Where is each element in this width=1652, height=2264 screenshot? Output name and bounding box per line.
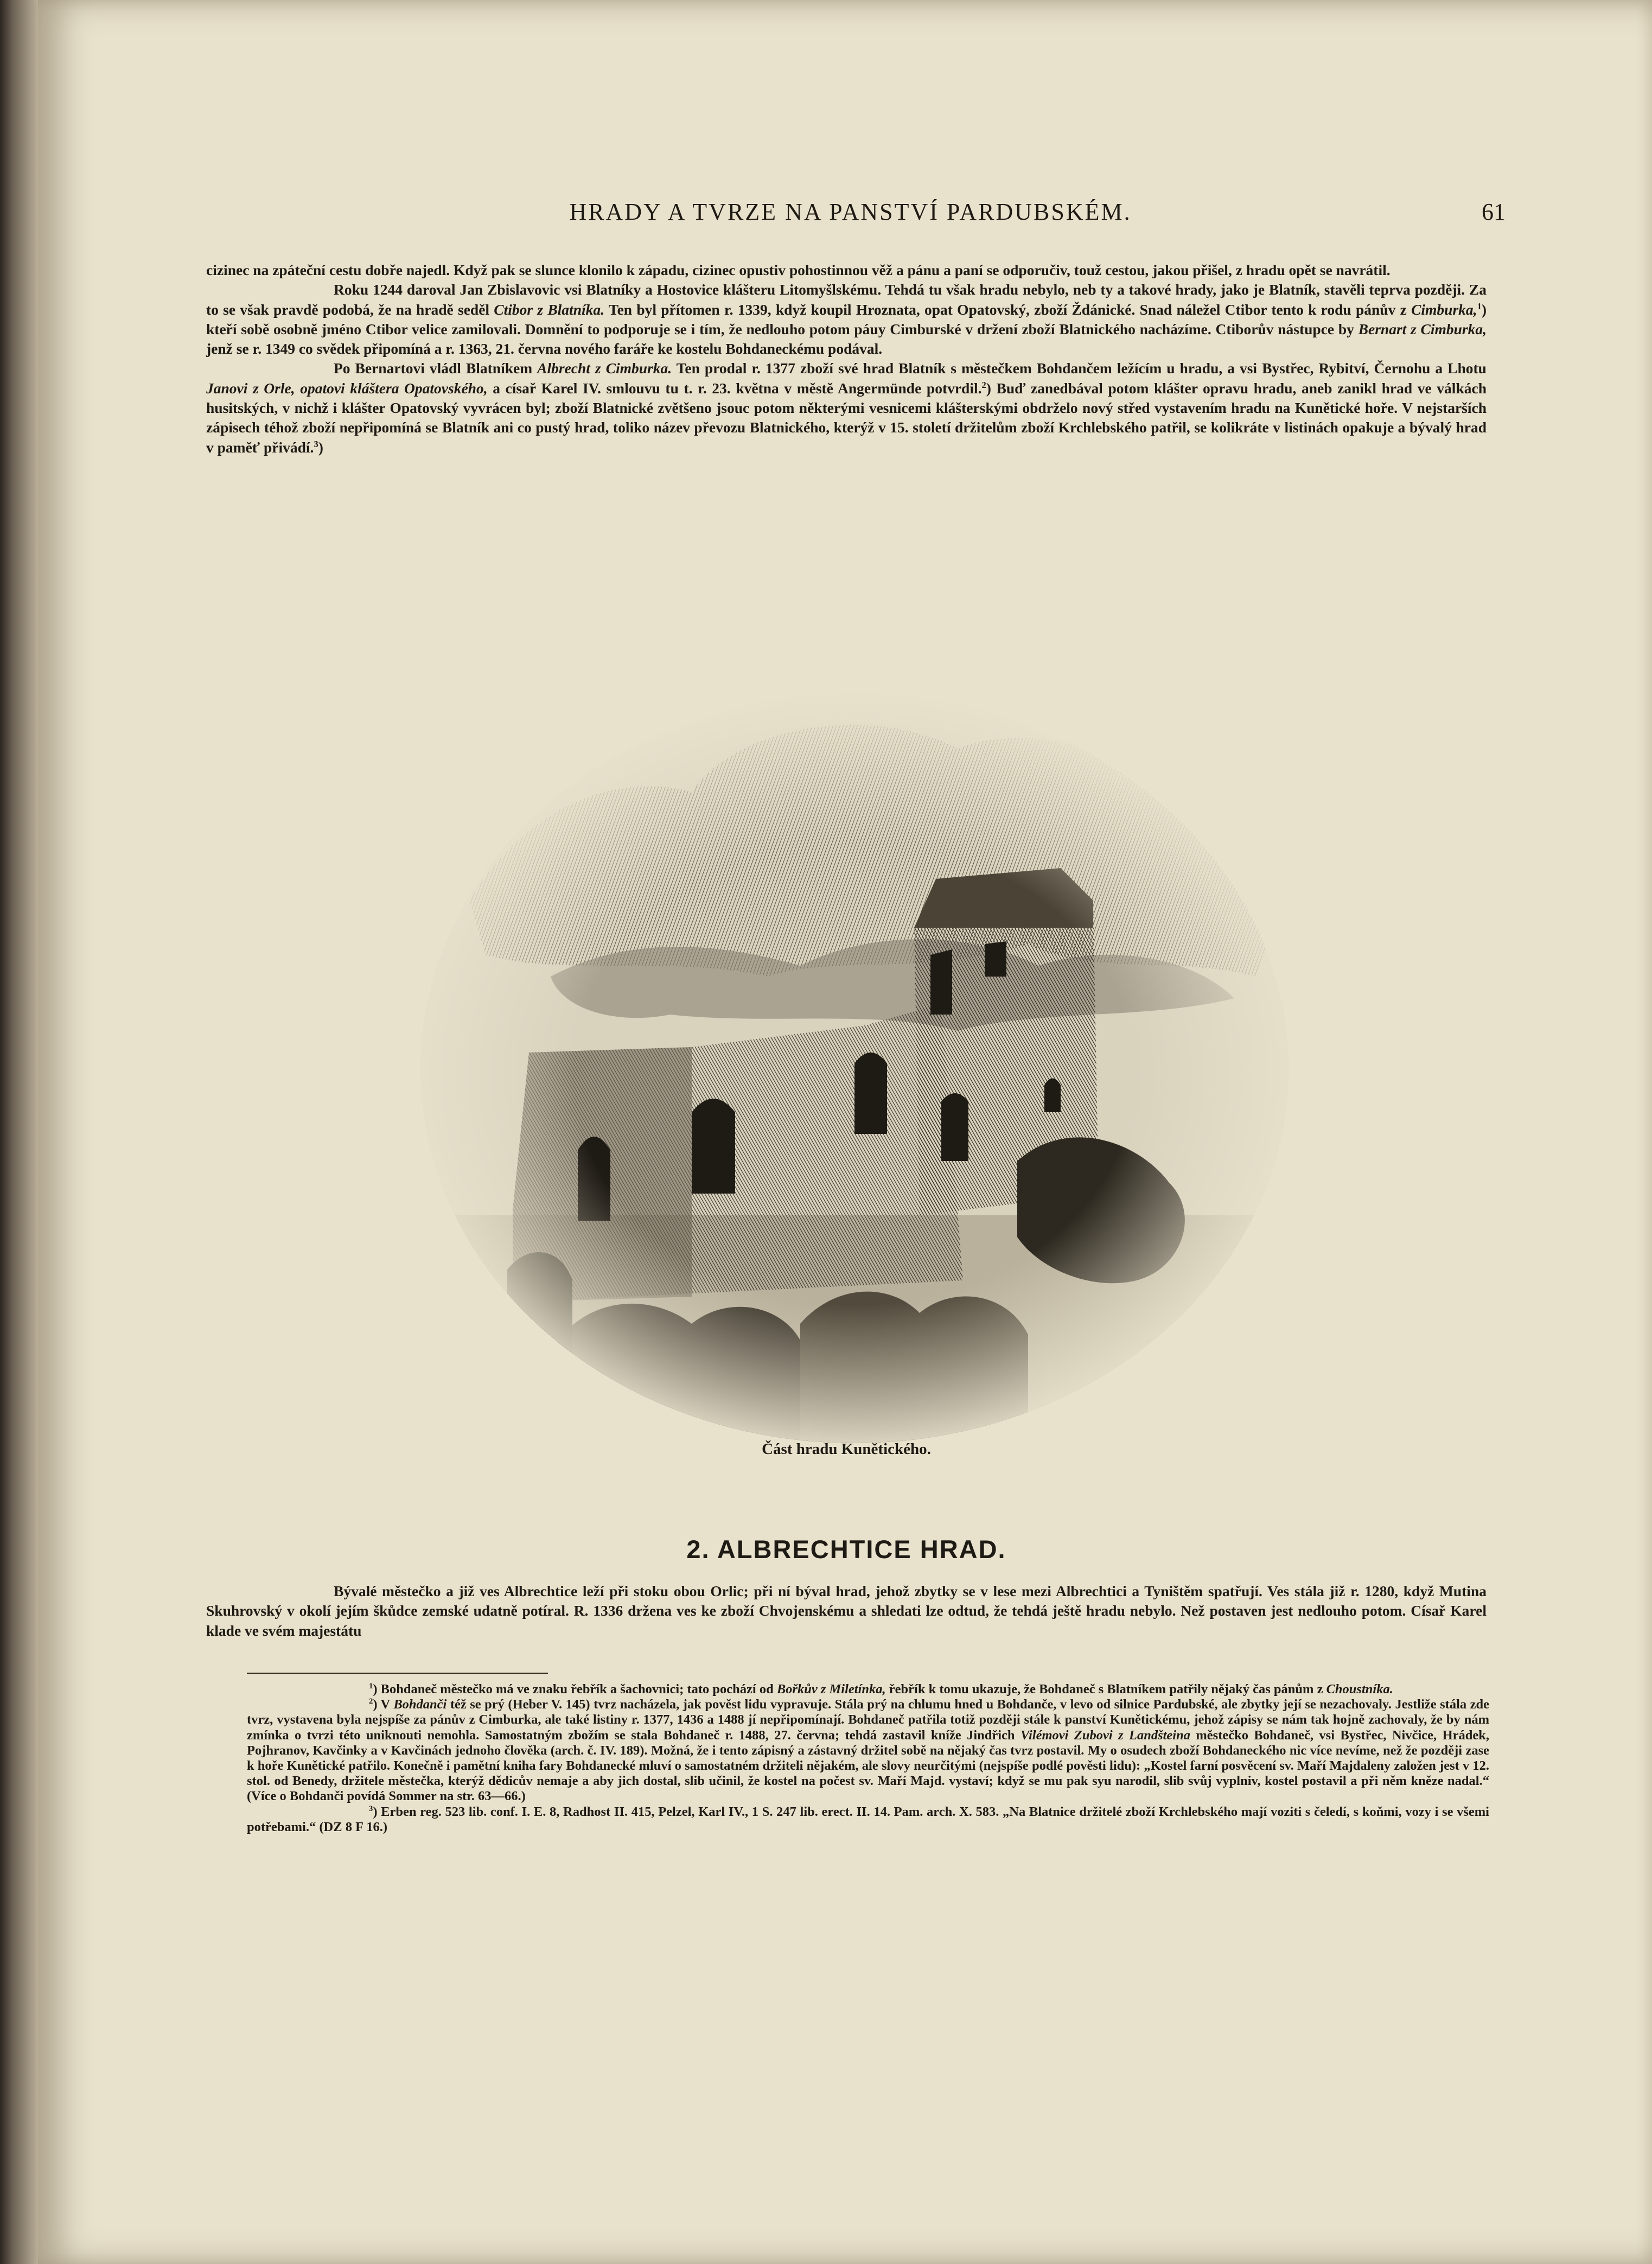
section-text [206, 1581, 1487, 1641]
text-run: řebřík k tomu ukazuje, že Bohdaneč s Blatníkem patřily nějaký čas pánům z [885, 1682, 1326, 1697]
text-run: ) [318, 438, 323, 456]
section-heading: 2. ALBRECHTICE HRAD. [686, 1535, 1006, 1564]
page-number: 61 [1482, 199, 1506, 225]
text-run: Roku 1244 daroval Jan Zbislavovic vsi Blatníky a Hostovice klášteru Litomyšlskému. Tehdá tu však hradu nebylo, neb ty a takové hrady, jako je Blatník, stavěli teprva později. Za to se však pravdě podobá, že na hradě seděl [206, 281, 1487, 318]
body-text [206, 260, 1487, 457]
italic-name: Choustníka. [1326, 1682, 1393, 1697]
text-run: ) V [373, 1697, 394, 1712]
italic-name: Bořkův z Miletínka, [776, 1682, 886, 1697]
footnote-1 [247, 1682, 1489, 1697]
engraving-castle-ruin [388, 673, 1321, 1443]
section-paragraph: Bývalé městečko a již ves Albrechtice leží při stoku obou Orlic; při ní býval hrad, jehož zbytky se v lese mezi Albrechtici a Tyništěm spatřují. Ves stála již r. 1280, když Mutina Skuhrovský v okolí jejím škůdce zemské udatně potíral. R. 1336 držena ves ke zboží Chvojenskému a shledati lze odtud, že tehdá ještě hradu nebylo. Než postaven jest nedlouho potom. Císař Karel klade ve svém majestátu [206, 1583, 1487, 1639]
text-run: ) kteří sobě osobně jméno Ctibor velice zamilovali. Domnění to podporuje se i tím, že nedlouho potom páuy Cimburské v držení zboží Blatnického nacházíme. Ctiborův nástupce by [206, 301, 1487, 337]
italic-name: Janovi z Orle, opatovi kláštera Opatovského, [206, 379, 488, 397]
text-run: a císař Karel IV. smlouvu tu t. r. 23. května v městě Angermünde potvrdil. [487, 379, 982, 397]
book-spine-shadow [0, 0, 38, 2264]
text-run: městečko Bohdaneč, vsi Bystřec, Nivčice, Hrádek, Pojhranov, Kavčinky a v Kavčinách jednoho člověka (arch. č. IV. 189). Možná, že i tento zápisný a zástavný držitel sobě na nějaký čas tvrz postavil. My o osudech zboží Bohdaneckého nic více nevíme, než že později zase k hoře Kunětické patřilo. Konečně i pamětní kniha fary Bohdanecké mluví o samostatném držiteli nějakém, ale slovy neurčitými (nejspíše podlé pověsti lidu): „Kostel farní posvěcení sv. Maří Majdaleny založen jest v 12. stol. od Benedy, držitele městečka, kterýž dědicův nemaje a aby jich dostal, slib učinil, že kostel na počest sv. Maří Majd. vystaví; když se mu pak syu narodil, slib svůj vyplniv, kostel postavil a při něm kněze nadal.“ (Více o Bohdanči povídá Sommer na str. 63—66.) [247, 1727, 1490, 1804]
paragraph-1-text: cizinec na zpáteční cestu dobře najedl. Když pak se slunce klonilo k západu, cizinec opustiv pohostinnou věž a pánu a paní se odporučiv, touž cestou, jakou přišel, z hradu opět se navrátil. [206, 262, 1391, 278]
text-run: též se prý (Heber V. 145) tvrz nacházela, jak pověst lidu vypravuje. Stála prý na chlumu hned u Bohdanče, v levo od silnice Pardubské, ale zbytky její se nezachovaly. Jestliže stála zde tvrz, vystavena byla nejspíše za pánův z Cimburka, ale také listiny r. 1377, 1436 a 1488 jí nepřipomínají. Bohdaneč patřila totiž později stále k panství Kunětickému, jehož zápisy se nám tak hojně zachovaly, že by nám zmínka o tvrzi této uniknouti nemohla. Samostatným zbožím se stala Bohdaneč r. 1488, 27. června; tehdá zastavil kníže Jindřich [247, 1697, 1490, 1743]
footnote-separator [247, 1673, 548, 1674]
figure-caption: Část hradu Kunětického. [762, 1440, 931, 1458]
running-title: HRADY A TVRZE NA PANSTVÍ PARDUBSKÉM. [569, 199, 1132, 225]
footnote-3 [247, 1804, 1489, 1835]
paragraph-1 [206, 260, 1487, 280]
book-page [38, 0, 1652, 2264]
footnotes [247, 1682, 1489, 1835]
footnote-ref[interactable]: 2 [981, 379, 986, 390]
footnote-number: 1 [369, 1681, 373, 1691]
footnote-2 [247, 1697, 1489, 1804]
footnote-ref[interactable]: 3 [314, 438, 318, 449]
engraving-illustration [388, 673, 1321, 1443]
text-run: ) Buď zanedbával potom klášter opravu hradu, aneb zanikl hrad ve válkách husitských, v nichž i klášter Opatovský vyvrácen byl; zboží Blatnické zvětšeno jsouc potom některými vesnicemi klášterskými obdrželo nový střed vystavením hradu na Kunětické hoře. V nejstarších zápisech téhož zboží nepřipomíná se Blatník ani co pustý hrad, toliko název převozu Blatnického, kterýž v 15. století držitelům zboží Krchlebského patřil, se kolikráte v listinách opakuje a bývalý hrad v paměť přivádí. [206, 379, 1487, 456]
italic-name: Vilémovi Zubovi z Landšteina [1020, 1727, 1190, 1743]
italic-name: Ctibor z Blatníka. [494, 301, 604, 318]
footnote-ref[interactable]: 1 [1477, 301, 1482, 311]
italic-name: Bernart z Cimburka, [1358, 320, 1487, 337]
text-run: jenž se r. 1349 co svědek připomíná a r. 1363, 21. června nového faráře ke kostelu Bohdaneckému podával. [206, 340, 883, 358]
footnote-number: 3 [369, 1804, 373, 1813]
italic-name: Bohdanči [393, 1697, 447, 1712]
footnote-number: 2 [369, 1697, 373, 1706]
text-run: ) Erben reg. 523 lib. conf. I. E. 8, Radhost II. 415, Pelzel, Karl IV., 1 S. 247 lib. erect. II. 14. Pam. arch. X. 583. „Na Blatnice držitelé zboží Krchlebského mají voziti s čeledí, s koňmi, vozy i se všemi potřebami.“ (DZ 8 F 16.) [247, 1804, 1489, 1834]
page-header [195, 198, 1506, 236]
italic-name: Cimburka, [1411, 301, 1477, 318]
italic-name: Albrecht z Cimburka. [537, 360, 672, 377]
text-run: ) Bohdaneč městečko má ve znaku řebřík a šachovnici; tato pochází od [373, 1682, 777, 1697]
text-run: Ten prodal r. 1377 zboží své hrad Blatník s městečkem Bohdančem ležícím u hradu, a vsi Bystřec, Rybitví, Černohu a Lhotu [672, 360, 1487, 377]
paragraph-3 [206, 359, 1487, 457]
text-run: Ten byl přítomen r. 1339, když koupil Hroznata, opat Opatovský, zboží Ždánické. Snad náležel Ctibor tento k rodu pánův z [604, 301, 1412, 318]
text-run: Po Bernartovi vládl Blatníkem [334, 360, 538, 377]
paragraph-2 [206, 280, 1487, 359]
